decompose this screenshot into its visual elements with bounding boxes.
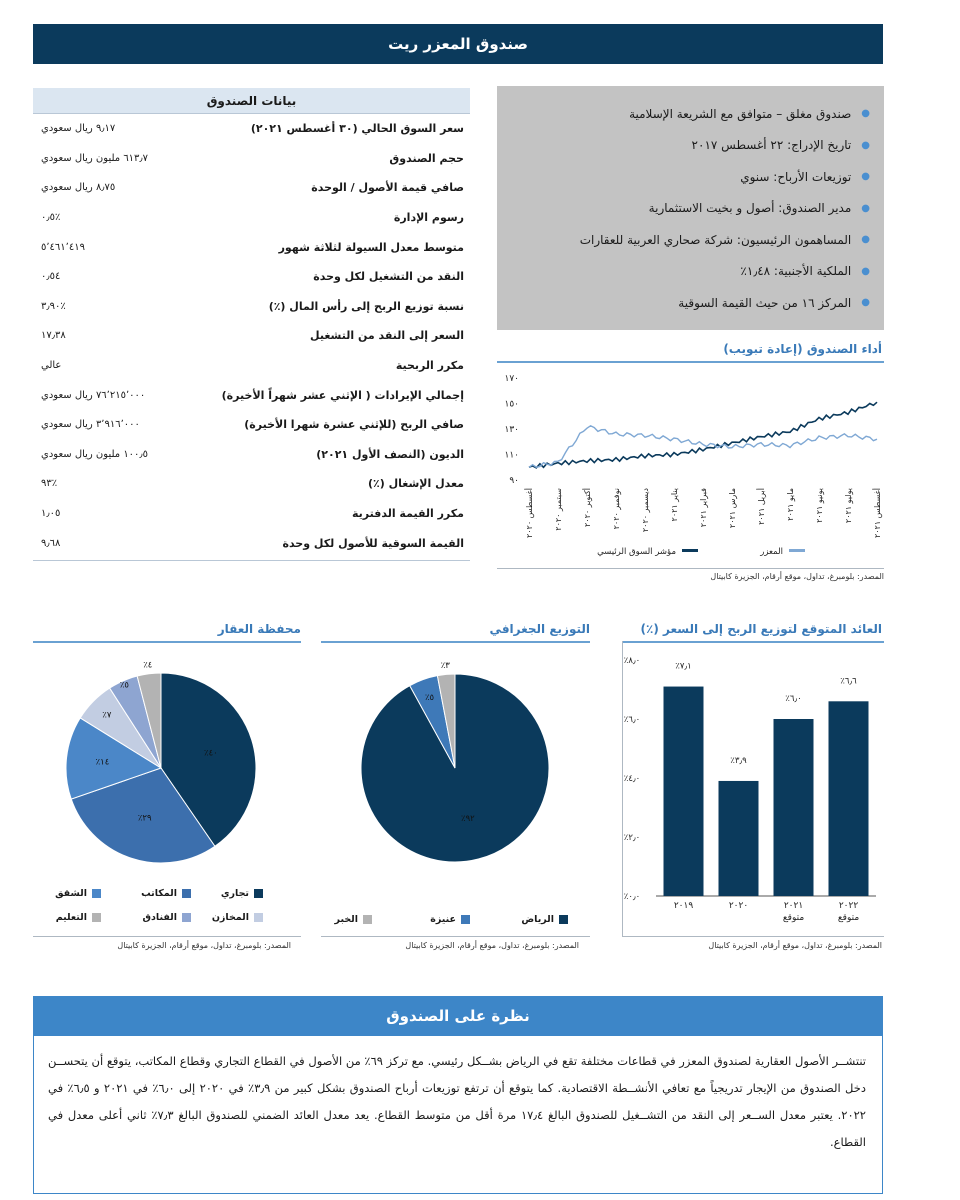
list-item [507,287,870,319]
list-item [507,130,870,162]
table-row [33,144,470,174]
x-tick-label: مايو ٢٠٢١ [786,488,795,521]
table-row [33,321,470,351]
geo-legend-label: الخبر [334,914,358,925]
row-label: إجمالي الإيرادات ( الإثني عشر شهراً الأخيرة) [221,388,464,402]
portfolio-title-underline [33,641,301,643]
portfolio-legend-swatch [254,913,263,922]
portfolio-legend-swatch [182,889,191,898]
slice-label: ٪١٤ [95,757,110,768]
info-text: صندوق مغلق – متوافق مع الشريعة الإسلامية [629,106,852,121]
row-value: عالي [41,360,62,372]
row-label: معدل الإشغال (٪) [367,477,464,491]
row-label: القيمة السوقية للأصول لكل وحدة [282,536,464,550]
page-title: صندوق المعزر ريت [33,24,883,64]
row-label: رسوم الإدارة [393,211,464,225]
legend-label: المعزر [760,547,783,557]
x-tick-label: أغسطس ٢٠٢١ [873,488,882,539]
bar-value-label: ٪٦٫٠ [785,694,802,704]
portfolio-legend-swatch [182,913,191,922]
table-row [33,114,470,144]
x-tick-label: سبتمبر ٢٠٢٠ [554,488,563,531]
info-text: الملكية الأجنبية: ١٫٤٨٪ [740,264,852,279]
geo-legend-item [335,914,372,925]
x-tick-label: مارس ٢٠٢١ [728,488,737,529]
row-value: ١٫٠٥ [41,508,61,520]
geo-title-underline [321,641,590,643]
table-row [33,528,470,558]
list-item [507,224,870,256]
x-tick-label: نوفمبر ٢٠٢٠ [612,488,621,530]
geo-source: المصدر: بلومبرغ، تداول، موقع أرقام، الجزيرة كابيتال [405,941,579,950]
row-label: صافي الربح (للإثني عشرة شهرا الأخيرة) [244,418,464,432]
portfolio-legend-swatch [254,889,263,898]
x-tick-label: متوقع [837,913,860,923]
table-row [33,499,470,529]
bar [829,701,869,896]
list-item [507,98,870,130]
row-value: ٩٫٦٨ [41,537,61,549]
slice-label: ٪٧ [102,710,112,721]
bar-value-label: ٪٣٫٩ [730,755,747,766]
bullet-icon: ● [861,234,870,246]
bar-value-label: ٪٧٫١ [675,661,692,672]
x-tick-label: ٢٠٢٢ [838,901,859,911]
portfolio-legend-item [56,912,101,923]
x-tick-label: أغسطس ٢٠٢٠ [525,488,534,539]
slice-label: ٪٣ [440,661,450,672]
geo-bottom-line [321,936,590,937]
slice-label: ٪٥ [119,680,130,691]
portfolio-legend-swatch [92,913,101,922]
bar-value-label: ٪٦٫٦ [840,676,857,687]
row-value: ٩٫١٧ ريال سعودي [41,123,116,135]
yield-left-divider [622,641,623,937]
table-row [33,232,470,262]
x-tick-label: يونيو ٢٠٢١ [815,488,824,523]
fund-info-list [507,98,870,319]
table-row [33,469,470,499]
bullet-icon: ● [861,265,870,277]
bullet-icon: ● [861,202,870,214]
geo-chart-title: التوزيع الجغرافي [489,622,590,636]
list-item [507,256,870,288]
row-value: ٦١٣٫٧ مليون ريال سعودي [41,152,149,164]
row-value: ١٧٫٣٨ [41,330,66,342]
row-value: ٪٩٣ [41,478,58,490]
overview-title: نظرة على الصندوق [33,996,883,1036]
portfolio-legend-swatch [92,889,101,898]
geo-legend-label: الرياض [521,914,554,925]
portfolio-legend-label: المخازن [211,912,249,923]
row-value: ٪٣٫٩٠ [41,300,66,312]
row-label: نسبة توزيع الربح إلى رأس المال (٪) [268,299,464,313]
bar [664,687,704,896]
bullet-icon: ● [861,171,870,183]
table-row [33,262,470,292]
portfolio-legend-label: تجاري [220,888,249,899]
geo-legend-item [430,914,470,925]
performance-title-underline [497,361,884,363]
row-label: صافي قيمة الأصول / الوحدة [311,181,464,195]
bullet-icon: ● [861,297,870,309]
geo-legend-swatch [559,915,568,924]
info-text: مدير الصندوق: أصول و بخيت الاستثمارية [648,201,852,216]
slice-label: ٪٩٢ [460,814,475,825]
x-tick-label: ديسمبر ٢٠٢٠ [641,488,650,533]
portfolio-pie-chart [33,644,301,874]
row-label: متوسط معدل السيولة لثلاثة شهور [278,240,464,254]
geo-legend-label: عنيزة [430,914,456,925]
performance-chart-title: أداء الصندوق (إعادة تبويب) [723,342,882,356]
y-tick-label: ٪٤٫٠ [623,774,641,784]
info-text: المركز ١٦ من حيث القيمة السوقية [678,295,852,310]
yield-bar-chart [612,644,884,934]
geo-legend-swatch [363,915,372,924]
y-tick-label: ٪٢٫٠ [623,833,641,843]
performance-bottom-line [497,568,884,569]
row-value: ٥٬٤٦١٬٤١٩ [41,241,85,253]
fund-data-header: بيانات الصندوق [33,88,470,114]
y-tick-label: ٪٠٫٠ [623,892,641,902]
row-value: ١٠٠٫٥ مليون ريال سعودي [41,448,149,460]
portfolio-source: المصدر: بلومبرغ، تداول، موقع أرقام، الجزيرة كابيتال [117,941,291,950]
slice-label: ٪٤ [143,660,153,671]
portfolio-bottom-line [33,936,301,937]
portfolio-legend-item [141,888,191,899]
portfolio-legend-label: المكاتب [141,888,177,899]
row-label: سعر السوق الحالي (٣٠ أغسطس ٢٠٢١) [250,122,464,136]
row-label: النقد من التشغيل لكل وحدة [313,270,464,284]
row-label: مكرر القيمة الدفترية [352,507,464,521]
row-label: الديون (النصف الأول ٢٠٢١) [316,447,464,461]
geo-legend-swatch [461,915,470,924]
bar [719,781,759,896]
table-row [33,440,470,470]
row-label: السعر إلى النقد من التشغيل [310,329,464,343]
geo-legend [321,900,590,940]
x-tick-label: متوقع [782,913,805,923]
y-tick-label: ٪٦٫٠ [623,715,641,725]
y-tick-label: ١١٠ [504,450,519,461]
info-text: توزيعات الأرباح: سنوي [740,169,852,184]
row-value: ٪٠٫٥ [41,212,61,224]
portfolio-legend-label: الشقق [55,888,87,899]
legend-label: مؤشر السوق الرئيسي [597,547,676,557]
table-bottom-divider [33,560,470,561]
legend-swatch [682,549,698,552]
info-text: تاريخ الإدراج: ٢٢ أغسطس ٢٠١٧ [691,138,852,153]
table-row [33,380,470,410]
fund-info-box [497,86,884,330]
geo-pie-chart [321,644,590,874]
x-tick-label: يوليو ٢٠٢١ [844,488,853,524]
row-value: ٧٦٬٢١٥٬٠٠٠ ريال سعودي [41,389,146,401]
row-label: مكرر الربحية [395,359,464,373]
y-tick-label: ٩٠ [509,476,519,486]
y-tick-label: ١٣٠ [504,425,519,435]
portfolio-legend-label: التعليم [55,912,87,923]
table-row [33,410,470,440]
portfolio-legend-item [143,912,191,923]
y-tick-label: ١٧٠ [504,374,519,384]
y-tick-label: ٪٨٫٠ [623,656,641,666]
x-tick-label: أبريل ٢٠٢١ [757,488,766,525]
portfolio-legend-item [221,888,263,899]
yield-source: المصدر: بلومبرغ، تداول، موقع أرقام، الجزيرة كابيتال [708,941,882,950]
performance-line-chart [497,364,884,564]
portfolio-legend-label: الفنادق [142,912,177,923]
row-label: حجم الصندوق [389,151,464,165]
row-value: ٨٫٧٥ ريال سعودي [41,182,116,194]
slice-label: ٪٢٩ [137,813,152,824]
table-row [33,292,470,322]
table-row [33,351,470,381]
table-row [33,173,470,203]
bullet-icon: ● [861,108,870,120]
x-tick-label: ٢٠٢١ [783,901,804,911]
list-item [507,161,870,193]
info-text: المساهمون الرئيسيون: شركة صحاري العربية للعقارات [579,232,852,247]
x-tick-label: يناير ٢٠٢١ [670,488,679,522]
row-value: ٠٫٥٤ [41,271,61,283]
overview-text: تنتشــر الأصول العقارية لصندوق المعزر في قطاعات مختلفة تقع في الرياض بشــكل رئيسي. مع تركز ٦٩٪ من الأصول في القطاع التجاري وقطاع المكاتب، يتوقع أن يتحســن دخل الصندوق من الإيجار تدريجياً مع تعافي الأنشــطة الاقتصادية. كما يتوقع أن ترتفع توزيعات أرباح الصندوق بشكل كبير من ٣٫٩٪ في ٢٠٢٠ إلى ٦٫٠٪ في ٢٠٢١ و ٦٫٥٪ في ٢٠٢٢. يعتبر معدل الســعر إلى النقد من التشــغيل للصندوق البالغ ١٧٫٤ مرة أقل من متوسط القطاع. يعد معدل العائد الضمني للصندوق البالغ ٧٫٣٪ ثاني أعلى معدل في القطاع. [33,1036,883,1194]
bullet-icon: ● [861,139,870,151]
slice-label: ٪٥ [424,693,435,704]
yield-title-underline [622,641,884,643]
x-tick-label: ٢٠٢٠ [728,901,749,911]
geo-legend-item [521,914,568,925]
portfolio-legend-item [55,888,101,899]
slice-label: ٪٤٠ [204,748,218,759]
x-tick-label: أكتوبر ٢٠٢٠ [583,488,592,527]
yield-bottom-line [622,936,884,937]
list-item [507,193,870,225]
portfolio-legend-item [212,912,263,923]
fund-data-rows [33,114,470,558]
portfolio-legend [33,880,301,936]
x-tick-label: فبراير ٢٠٢١ [699,488,708,528]
legend-swatch [789,549,805,552]
series-line [529,402,877,468]
bar [774,719,814,896]
y-tick-label: ١٥٠ [504,399,519,410]
portfolio-chart-title: محفظة العقار [217,622,301,636]
x-tick-label: ٢٠١٩ [673,901,694,911]
fund-data-table [33,88,470,561]
performance-source: المصدر: بلومبرغ، تداول، موقع أرقام، الجزيرة كابيتال [710,572,884,581]
yield-chart-title: العائد المتوقع لتوزيع الربح إلى السعر (٪) [640,622,882,636]
table-row [33,203,470,233]
row-value: ٣٬٩١٦٬٠٠٠ ريال سعودي [41,419,140,431]
